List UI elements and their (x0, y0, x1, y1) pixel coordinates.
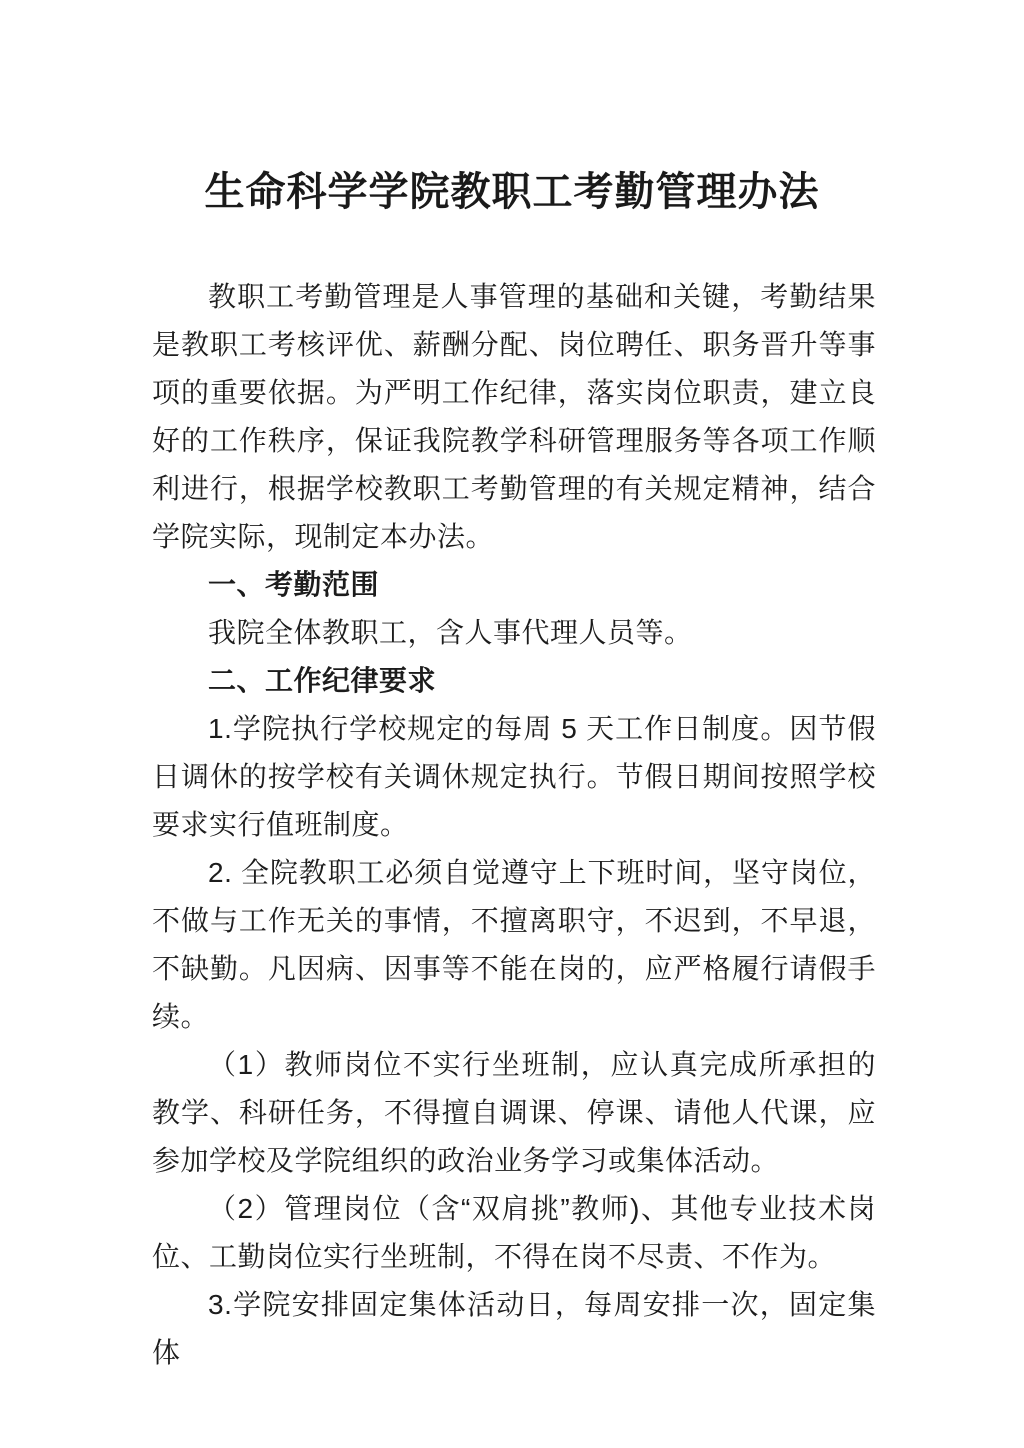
document-title: 生命科学学院教职工考勤管理办法 (204, 170, 820, 214)
document-body (0, 273, 1024, 1377)
paragraph-rule-1: 1.学院执行学校规定的每周 5 天工作日制度。因节假日调休的按学校有关调休规定执行。节假日期间按照学校要求实行值班制度。 (152, 713, 876, 840)
paragraph-rule-3: 3.学院安排固定集体活动日，每周安排一次，固定集体 (152, 1289, 876, 1368)
section-heading-2: 二、工作纪律要求 (208, 665, 437, 696)
paragraph-rule-2-sub-1: （1）教师岗位不实行坐班制，应认真完成所承担的教学、科研任务，不得擅自调课、停课、请他人代课，应参加学校及学院组织的政治业务学习或集体活动。 (152, 1049, 876, 1176)
paragraph-scope: 我院全体教职工，含人事代理人员等。 (208, 617, 693, 648)
paragraph-intro: 教职工考勤管理是人事管理的基础和关键，考勤结果是教职工考核评优、薪酬分配、岗位聘任、职务晋升等事项的重要依据。为严明工作纪律，落实岗位职责，建立良好的工作秩序，保证我院教学科研管理服务等各项工作顺利进行，根据学校教职工考勤管理的有关规定精神，结合学院实际，现制定本办法。 (152, 281, 876, 552)
paragraph-rule-2-sub-2: （2）管理岗位（含“双肩挑”教师)、其他专业技术岗位、工勤岗位实行坐班制，不得在岗不尽责、不作为。 (152, 1193, 876, 1272)
section-heading-1: 一、考勤范围 (208, 569, 380, 600)
paragraph-rule-2: 2. 全院教职工必须自觉遵守上下班时间，坚守岗位，不做与工作无关的事情，不擅离职守，不迟到，不早退，不缺勤。凡因病、因事等不能在岗的，应严格履行请假手续。 (152, 857, 876, 1032)
